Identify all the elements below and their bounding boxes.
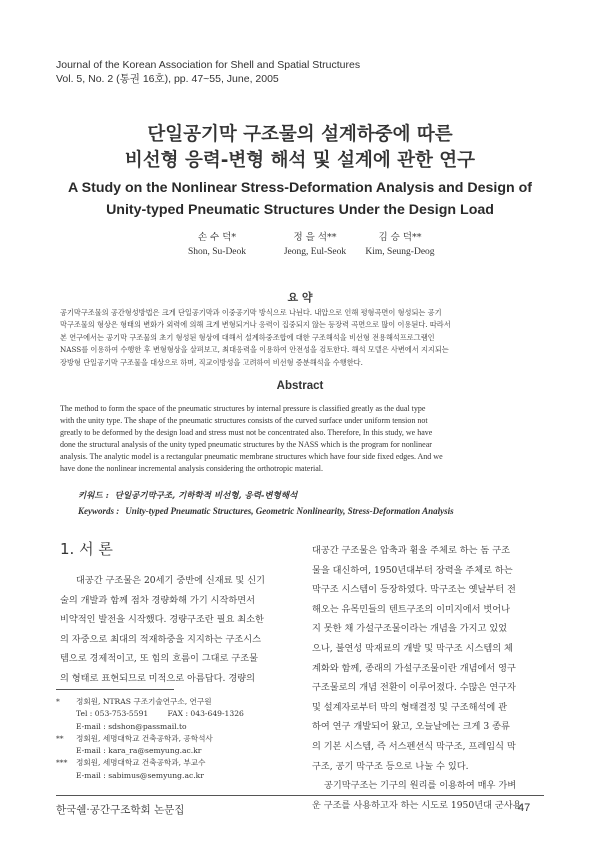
- title-korean-line2: 비선형 응력-변형 해석 및 설계에 관한 연구: [124, 150, 476, 171]
- abstract-line: 장방형 단일공기막 구조물을 대상으로 하며, 직교이방성을 고려하여 비선형 증분해석을 수행한다.: [60, 357, 363, 367]
- abstract-line: NASS를 이용하여 수행한 후 변형형상을 살펴보고, 최대응력을 이용하여 안전성을 검토한다. 해석 모델은 사변에서 지지되는: [60, 345, 449, 355]
- text-line: 비약적인 발전을 시작했다. 경량구조란 필요 최소한: [60, 614, 264, 626]
- author-name-en: Jeong, Eul-Seok: [283, 247, 347, 257]
- footnote-line: 정회원, 세명대학교 건축공학과, 공학석사: [76, 733, 213, 743]
- text-line: 구조물로의 개념 전환이 이루어졌다. 수많은 연구자: [312, 682, 516, 694]
- section-heading: 1. 서 론: [60, 540, 113, 558]
- abstract-line: 공기막구조물의 공간형성방법은 크게 단일공기막과 이중공기막 방식으로 나뉜다. 내압으로 인해 평형곡면이 형성되는 공기: [60, 308, 442, 317]
- abstract-line: with the unity type. The shape of the pneumatic structures consists of the curved surface under uniform tension not: [60, 416, 428, 425]
- text-line: 운 구조를 사용하고자 하는 시도로 1950년대 군사용: [312, 799, 522, 811]
- footnotes: [56, 696, 306, 782]
- text-line: 대공간 구조물은 20세기 중반에 신재료 및 신기: [76, 575, 265, 586]
- footnote: [56, 757, 306, 782]
- footnote-line: Tel : 053-753-5591 FAX : 043-649-1326: [76, 709, 244, 719]
- footnote-line: E-mail : kara_ra@semyung.ac.kr: [76, 746, 202, 756]
- body-left-column: [60, 571, 295, 689]
- text-line: 지 못한 채 가설구조물이라는 개념을 가지고 있었: [312, 623, 508, 635]
- abstract-korean: [60, 307, 540, 369]
- footnote-line: E-mail : sdshon@passmail.to: [76, 721, 187, 731]
- author-name-en: Kim, Seung-Deog: [365, 247, 435, 257]
- footnote-line: 정회원, 세명대학교 건축공학과, 부교수: [76, 758, 206, 768]
- author-name-en: Shon, Su-Deok: [187, 247, 247, 257]
- title-english-line1: A Study on the Nonlinear Stress-Deformation Analysis and Design of: [67, 180, 533, 196]
- title-english-line2: Unity-typed Pneumatic Structures Under the Design Load: [106, 202, 494, 218]
- text-line: 계화와 함께, 종래의 가설구조물이란 개념에서 영구: [312, 662, 516, 674]
- title-korean-line1: 단일공기막 구조물의 설계하중에 따른: [147, 124, 453, 145]
- footer-divider: [56, 795, 544, 796]
- text-line: 해오는 유목민들의 텐트구조의 이미지에서 벗어나: [312, 603, 511, 615]
- footnote-line: 정회원, NTRAS 구조기술연구소, 연구원: [76, 697, 212, 706]
- paragraph: [312, 541, 548, 776]
- author-name-ko: 손 수 덕*: [197, 232, 237, 243]
- footnote: [56, 696, 306, 733]
- text-line: 하여 연구 개발되어 왔고, 오늘날에는 크게 3 종류: [312, 721, 510, 733]
- text-line: 술의 개발과 함께 점차 경량화해 가기 시작하면서: [60, 594, 256, 606]
- text-line: 의 기본 시스템, 즉 서스펜션식 막구조, 프레임식 막: [312, 740, 516, 752]
- paragraph: [60, 571, 295, 689]
- keywords-label: Keywords :: [78, 506, 120, 516]
- text-line: 구조, 공기 막구조 등으로 나눌 수 있다.: [312, 760, 469, 772]
- text-line: 의 자중으로 최대의 적재하중을 지지하는 구조시스: [60, 633, 261, 645]
- abstract-line: greatly to be deformed by the design load and stress must not be concentrated also. Therefore, In this study, we have: [60, 428, 433, 437]
- abstract-line: 본 연구에서는 공기막 구조물의 초기 형성된 형상에 대해서 설계하중조합에 대한 구조해석을 비선형 전용해석프로그램인: [60, 332, 435, 342]
- footnote-divider: [56, 689, 174, 690]
- author-name-ko: 정 을 석**: [293, 232, 337, 243]
- keywords-korean: [78, 489, 548, 501]
- abstract-line: 막구조물의 형상은 형태의 변화가 외력에 의해 크게 변형되거나 응력이 집중되지 않는 등장력 곡면으로 많이 이용된다. 따라서: [60, 320, 451, 330]
- text-line: 막구조 시스템이 등장하였다. 막구조는 옛날부터 전: [312, 584, 516, 596]
- footnote: [56, 733, 306, 758]
- keywords-label: 키워드 :: [78, 491, 109, 501]
- abstract-english: [60, 403, 540, 475]
- body-right-column: [312, 541, 548, 815]
- text-line: 으나, 불연성 막재료의 개발 및 막구조 시스템의 체: [312, 642, 513, 654]
- keywords-english: [78, 506, 548, 516]
- text-line: 물을 대신하여, 1950년대부터 장력을 주체로 하는: [312, 564, 513, 576]
- footer-journal: 한국쉘·공간구조학회 논문집: [56, 804, 185, 816]
- abstract-line: have done the nonlinear incremental analysis considering the orthotropic material.: [60, 464, 324, 473]
- journal-issue: Vol. 5, No. 2 (통권 16호), pp. 47~55, June, 2005: [56, 73, 279, 85]
- keywords-text: 단일공기막구조, 기하학적 비선형, 응력-변형해석: [114, 491, 298, 501]
- footnote-mark: *: [56, 697, 60, 706]
- text-line: 및 설계자로부터 막의 형태결정 및 구조해석에 관: [312, 701, 508, 713]
- author-3: [335, 231, 465, 259]
- text-line: 대공간 구조물은 압축과 휨을 주체로 하는 돔 구조: [312, 545, 510, 556]
- abstract-line: The method to form the space of the pneumatic structures by internal pressure is classified greatly as the dual type: [60, 404, 426, 413]
- journal-header: [56, 58, 360, 86]
- footnote-mark: ***: [56, 758, 68, 768]
- text-line: 템으로 경제적이고, 또 힘의 흐름이 그대로 구조물: [60, 653, 258, 665]
- footnote-line: E-mail : sabimus@semyung.ac.kr: [76, 770, 204, 780]
- abstract-line: analysis. The analytic model is a rectangular pneumatic membrane structures which have four side fixed edges. And we: [60, 452, 443, 461]
- author-name-ko: 김 승 덕**: [378, 232, 422, 243]
- text-line: 의 형태로 표현되므로 미적으로 아름답다. 경량의: [60, 672, 256, 684]
- journal-name: Journal of the Korean Association for Shell and Spatial Structures: [56, 59, 361, 71]
- abstract-line: done the structural analysis of the unity typed pneumatic structures by the NASS which is the program for nonlinear: [60, 440, 432, 449]
- abstract-korean-heading: 요 약: [287, 291, 313, 304]
- abstract-english-heading: Abstract: [276, 380, 324, 392]
- keywords-text: Unity-typed Pneumatic Structures, Geometric Nonlinearity, Stress-Deformation Analysis: [125, 506, 454, 516]
- text-line: 공기막구조는 기구의 원리를 이용하여 매우 가벼: [324, 780, 517, 792]
- page-number: 47: [518, 802, 531, 814]
- footnote-mark: **: [56, 733, 64, 743]
